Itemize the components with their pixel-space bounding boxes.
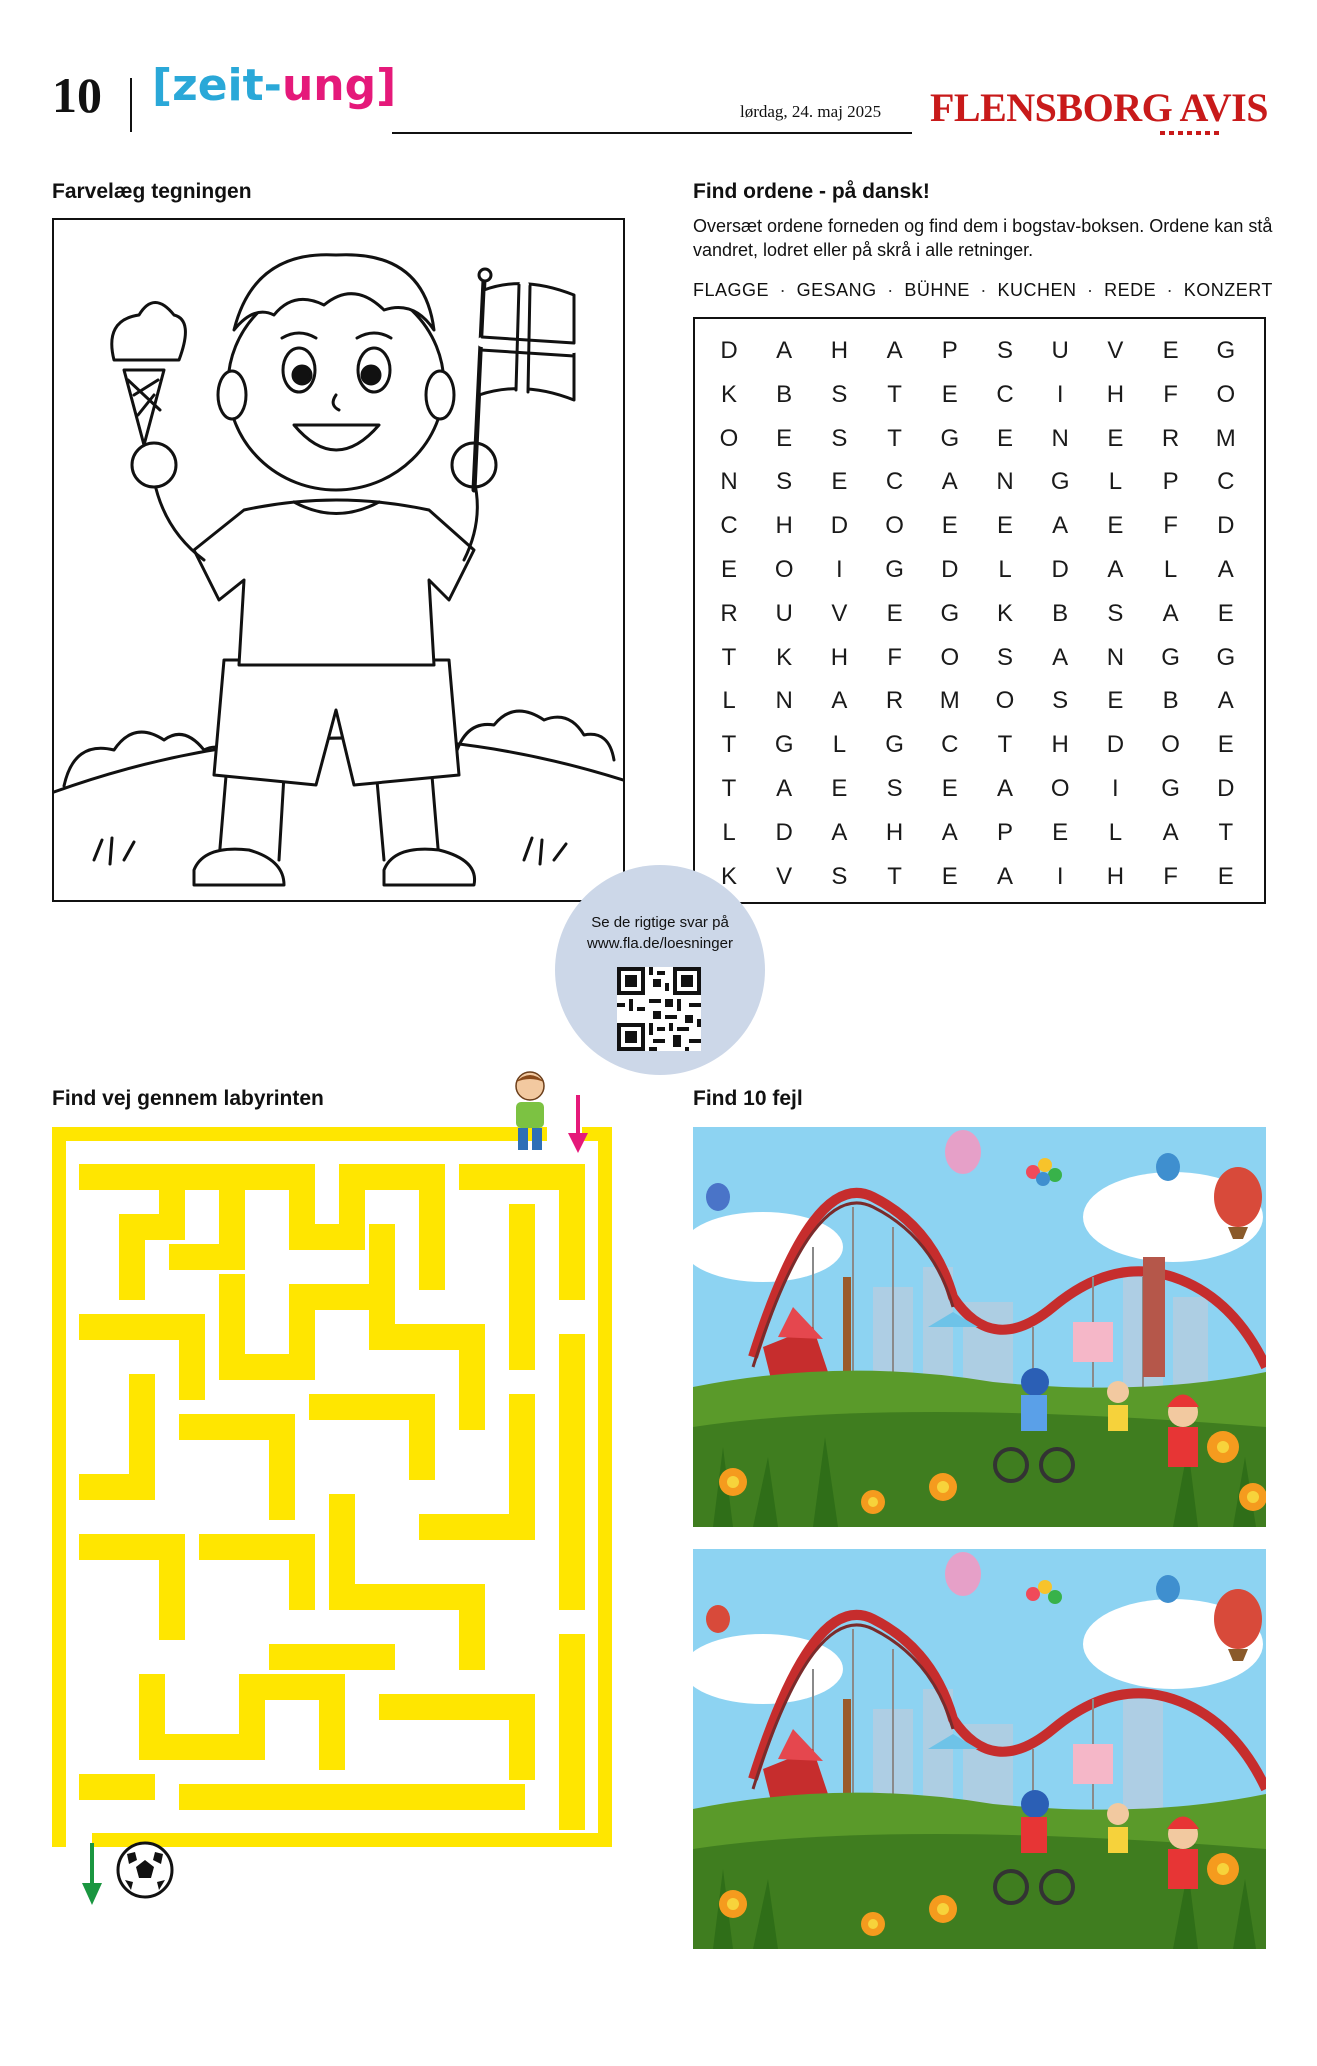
grid-letter: G: [940, 424, 960, 452]
grid-letter: H: [1106, 380, 1125, 408]
grid-letter: E: [1217, 731, 1234, 759]
grid-letter: N: [996, 468, 1014, 496]
grid-letter: E: [941, 862, 958, 890]
grid-letter: O: [995, 687, 1015, 715]
masthead: FLENSBORG AVIS: [930, 85, 1268, 130]
word-separator: ·: [980, 280, 987, 300]
grid-letter: B: [1052, 599, 1069, 627]
grid-letter: E: [1107, 687, 1124, 715]
grid-letter: G: [940, 599, 960, 627]
grid-letter: I: [1056, 380, 1064, 408]
grid-letter: E: [1217, 862, 1234, 890]
grid-letter: A: [1162, 599, 1179, 627]
scene-modified: [693, 1549, 1266, 1949]
boy-figure-icon: [500, 1068, 560, 1158]
grid-letter: K: [720, 380, 737, 408]
answer-line1: Se de rigtige svar på: [591, 914, 729, 931]
grid-letter: S: [996, 337, 1013, 364]
word-search-instructions: Oversæt ordene forneden og find dem i bogstav-boksen. Ordene kan stå vandret, lodret eller på skrå i alle retninger.: [693, 216, 1273, 260]
word-list-item: KONZERT: [1183, 280, 1273, 300]
grid-letter: D: [830, 512, 849, 540]
grid-letter: E: [831, 775, 848, 802]
grid-letter: K: [996, 599, 1013, 627]
answer-text: [555, 912, 765, 954]
grid-letter: A: [1107, 556, 1124, 583]
grid-letter: R: [720, 599, 738, 627]
word-list-item: GESANG: [796, 280, 877, 300]
grid-letter: L: [1108, 468, 1123, 496]
grid-letter: T: [887, 424, 902, 452]
word-separator: ·: [1166, 280, 1174, 300]
grid-letter: S: [996, 643, 1013, 671]
grid-letter: H: [775, 512, 793, 540]
grid-letter: H: [1051, 731, 1069, 759]
grid-letter: T: [721, 731, 737, 759]
coloring-title: Farvelæg tegningen: [52, 180, 252, 203]
grid-letter: E: [941, 380, 958, 408]
exit-arrow-icon: [80, 1843, 104, 1907]
grid-letter: A: [776, 775, 793, 802]
grid-letter: M: [1215, 424, 1236, 452]
grid-letter: K: [720, 862, 737, 890]
grid-letter: G: [885, 731, 904, 759]
grid-letter: A: [1052, 512, 1069, 540]
section-logo-part2: ung]: [281, 60, 397, 111]
grid-letter: T: [997, 731, 1013, 759]
grid-letter: F: [1163, 862, 1178, 890]
grid-letter: E: [720, 556, 737, 583]
maze-title: Find vej gennem labyrinten: [52, 1087, 324, 1110]
answer-url[interactable]: www.fla.de/loesninger: [587, 935, 733, 952]
grid-letter: L: [722, 687, 736, 715]
grid-letter: H: [1106, 862, 1125, 890]
grid-letter: A: [996, 862, 1013, 890]
grid-letter: G: [1161, 643, 1180, 671]
grid-letter: F: [1163, 380, 1178, 408]
grid-letter: P: [941, 337, 958, 364]
grid-letter: S: [831, 380, 848, 408]
grid-letter: L: [1108, 818, 1123, 846]
grid-letter: S: [1107, 599, 1124, 627]
grid-letter: D: [941, 556, 959, 583]
word-list-item: REDE: [1104, 280, 1157, 300]
grid-letter: E: [831, 468, 848, 496]
coloring-picture: [52, 218, 625, 902]
grid-letter: U: [1051, 337, 1069, 364]
grid-letter: N: [1051, 424, 1069, 452]
grid-letter: I: [836, 556, 843, 583]
grid-letter: U: [775, 599, 793, 627]
grid-letter: K: [776, 643, 793, 671]
grid-letter: E: [1107, 512, 1124, 540]
grid-letter: O: [719, 424, 739, 452]
grid-letter: B: [776, 380, 793, 408]
qr-code[interactable]: [617, 967, 701, 1051]
grid-letter: C: [1217, 468, 1235, 496]
grid-letter: H: [830, 643, 849, 671]
issue-date: lørdag, 24. maj 2025: [740, 102, 882, 121]
grid-letter: R: [885, 687, 904, 715]
word-separator: ·: [1087, 280, 1094, 300]
grid-letter: O: [1161, 731, 1180, 759]
grid-letter: L: [832, 731, 847, 759]
grid-letter: E: [776, 424, 793, 452]
grid-letter: N: [720, 468, 738, 496]
grid-letter: E: [1217, 599, 1234, 627]
grid-letter: G: [885, 556, 904, 583]
entry-arrow-icon: [566, 1095, 590, 1155]
section-logo-part1: [zeit-: [152, 60, 282, 111]
grid-letter: S: [776, 468, 793, 496]
grid-letter: B: [1162, 687, 1179, 715]
spot-difference-title: Find 10 fejl: [693, 1087, 803, 1110]
word-search-title: Find ordene - på dansk!: [693, 180, 930, 203]
grid-letter: N: [775, 687, 793, 715]
grid-letter: E: [1052, 818, 1069, 846]
soccer-ball-icon: [115, 1840, 175, 1900]
grid-letter: E: [1107, 424, 1124, 452]
grid-letter: A: [831, 818, 848, 846]
scene-original: [693, 1127, 1266, 1527]
grid-letter: I: [1056, 862, 1064, 890]
word-list-item: FLAGGE: [693, 280, 770, 300]
letter-grid: [693, 317, 1266, 904]
grid-letter: D: [1051, 556, 1069, 583]
grid-letter: D: [1217, 512, 1235, 540]
word-separator: ·: [779, 280, 787, 300]
grid-letter: E: [996, 424, 1013, 452]
grid-letter: T: [887, 862, 902, 890]
grid-letter: S: [831, 862, 848, 890]
grid-letter: A: [1217, 687, 1234, 715]
grid-letter: C: [720, 512, 738, 540]
grid-letter: O: [774, 556, 794, 583]
grid-letter: O: [1050, 775, 1070, 802]
grid-letter: V: [1107, 337, 1124, 364]
grid-letter: G: [1216, 643, 1236, 671]
grid-letter: V: [831, 599, 848, 627]
grid-letter: G: [1216, 337, 1236, 364]
grid-letter: C: [941, 731, 959, 759]
grid-letter: P: [996, 818, 1013, 846]
grid-letter: T: [721, 643, 737, 671]
grid-letter: T: [887, 380, 902, 408]
grid-letter: A: [1052, 643, 1069, 671]
grid-letter: E: [941, 512, 958, 540]
header-rule: [392, 132, 912, 134]
grid-letter: G: [1161, 775, 1180, 802]
word-list: [693, 280, 1273, 301]
grid-letter: L: [722, 818, 736, 846]
grid-letter: T: [1218, 818, 1234, 846]
grid-letter: G: [774, 731, 794, 759]
grid-letter: A: [1162, 818, 1179, 846]
grid-letter: H: [830, 337, 849, 364]
grid-letter: P: [1162, 468, 1179, 496]
grid-letter: G: [1050, 468, 1070, 496]
grid-letter: L: [1163, 556, 1178, 583]
grid-letter: D: [720, 337, 738, 364]
grid-letter: T: [721, 775, 737, 802]
grid-letter: C: [996, 380, 1014, 408]
grid-letter: R: [1161, 424, 1180, 452]
grid-letter: A: [941, 468, 958, 496]
section-logo: [152, 60, 397, 111]
grid-letter: D: [1217, 775, 1235, 802]
grid-letter: O: [1216, 380, 1236, 408]
grid-letter: D: [1106, 731, 1125, 759]
grid-letter: F: [1163, 512, 1178, 540]
header-divider: [130, 78, 132, 132]
maze: [52, 1127, 612, 1847]
grid-letter: E: [886, 599, 903, 627]
masthead-dots: [1160, 131, 1220, 135]
page-number: 10: [52, 67, 102, 123]
grid-letter: A: [996, 775, 1013, 802]
grid-letter: I: [1112, 775, 1119, 802]
grid-letter: C: [885, 468, 904, 496]
grid-letter: A: [1217, 556, 1234, 583]
boy-drawing: [54, 220, 623, 900]
grid-letter: O: [885, 512, 904, 540]
grid-letter: M: [939, 687, 960, 715]
grid-letter: F: [887, 643, 902, 671]
grid-letter: S: [1052, 687, 1069, 715]
grid-letter: O: [940, 643, 960, 671]
grid-letter: S: [886, 775, 903, 802]
grid-letter: E: [1162, 337, 1179, 364]
grid-letter: N: [1106, 643, 1125, 671]
grid-letter: A: [941, 818, 958, 846]
grid-letter: A: [776, 337, 793, 364]
word-list-item: BÜHNE: [904, 280, 970, 300]
grid-letter: S: [831, 424, 848, 452]
grid-letter: E: [996, 512, 1013, 540]
word-separator: ·: [887, 280, 894, 300]
word-list-item: KUCHEN: [997, 280, 1077, 300]
grid-letter: V: [776, 862, 793, 890]
grid-letter: H: [885, 818, 904, 846]
grid-letter: D: [775, 818, 793, 846]
grid-letter: A: [831, 687, 848, 715]
grid-letter: L: [998, 556, 1012, 583]
grid-letter: A: [886, 337, 903, 364]
grid-letter: E: [941, 775, 958, 802]
